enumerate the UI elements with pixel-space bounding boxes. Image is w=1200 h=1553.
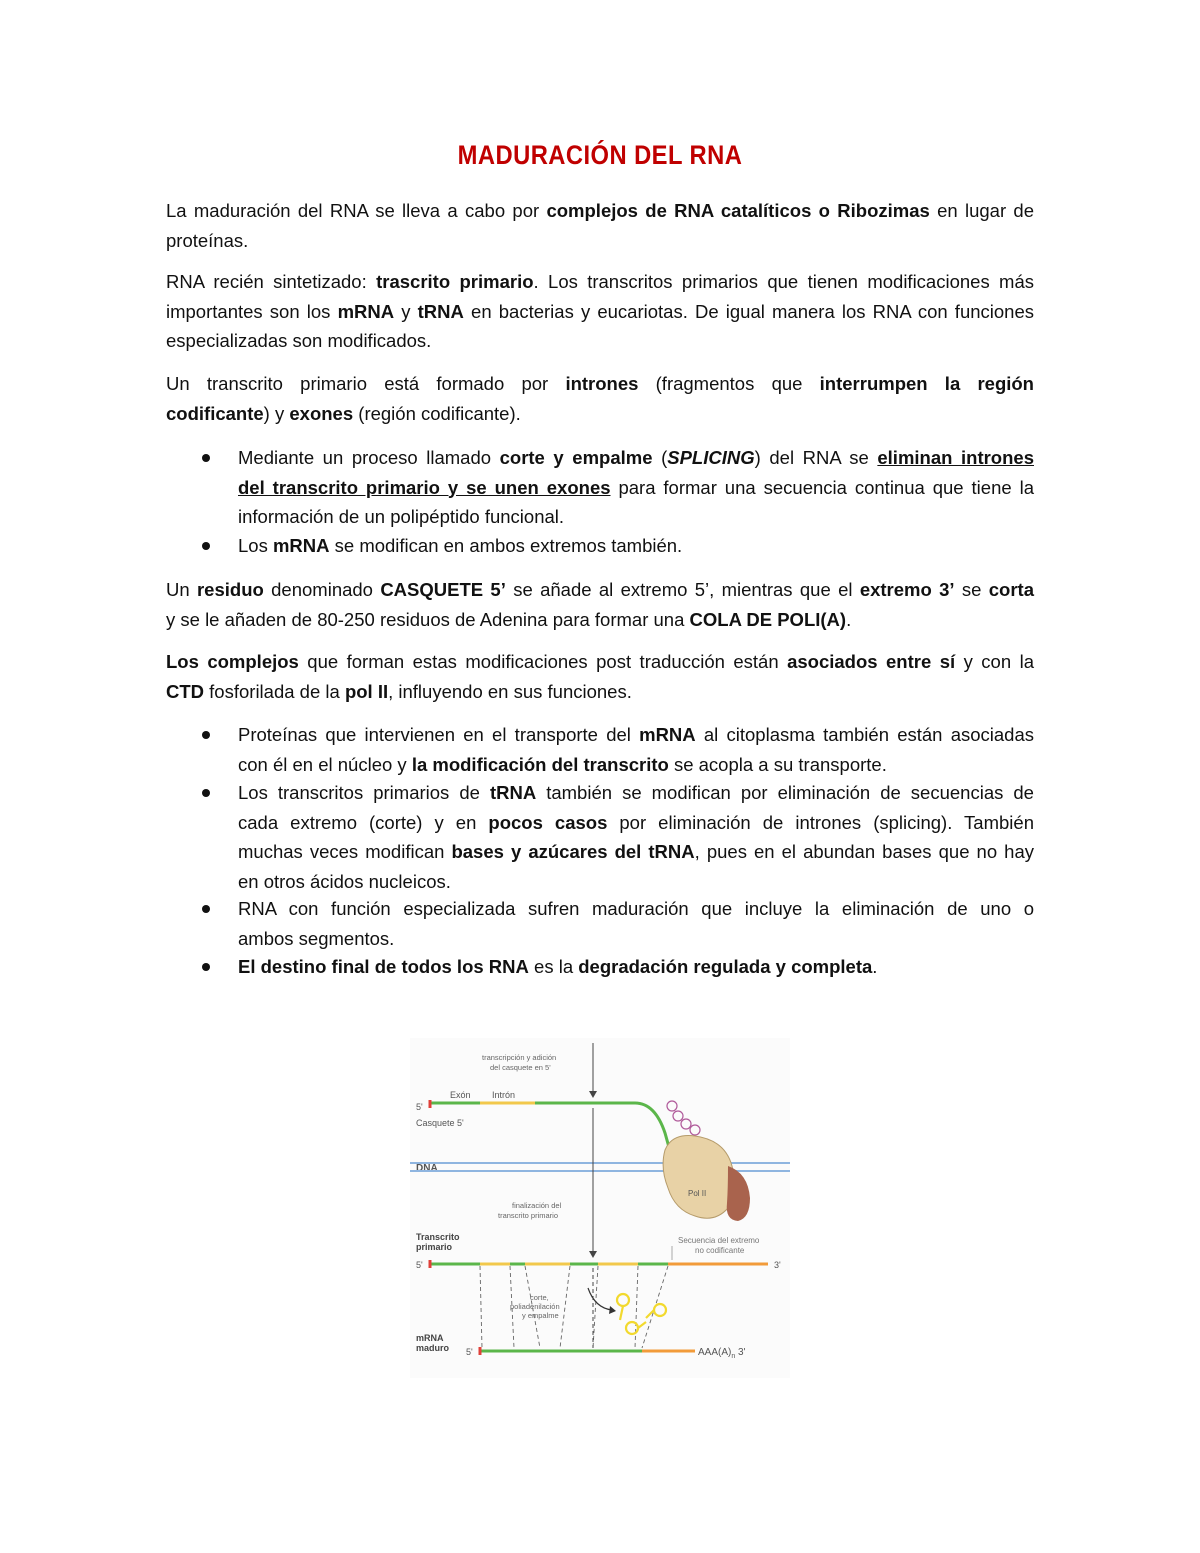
paragraph-3 bbox=[166, 369, 1034, 428]
bullet-item bbox=[238, 443, 1034, 532]
page-title: MADURACIÓN DEL RNA bbox=[457, 140, 743, 170]
bullet-line: RNA con función especializada sufren maduración que incluye la eliminación de uno o bbox=[238, 898, 1034, 919]
paragraph-3-line-2 bbox=[166, 399, 1034, 429]
paragraph-5-line-2 bbox=[166, 677, 1034, 707]
paragraph-1-line-2: proteínas. bbox=[166, 229, 249, 251]
five-prime-label: 5' bbox=[466, 1347, 473, 1357]
paragraph-2 bbox=[166, 267, 1034, 356]
text-span: Los bbox=[238, 535, 273, 556]
text-span: se bbox=[954, 579, 989, 600]
underlined-term: eliminan intrones bbox=[877, 447, 1034, 468]
text-span: es la bbox=[528, 956, 579, 977]
text-span: . Los transcritos primarios que tienen modificaciones más bbox=[533, 271, 1035, 292]
text-span: Los transcritos primarios de bbox=[238, 782, 490, 803]
text-span: fosforilada de la bbox=[204, 680, 345, 702]
bold-term: tRNA bbox=[417, 300, 464, 322]
paragraph-5 bbox=[166, 647, 1034, 706]
text-span: denominado bbox=[263, 579, 381, 600]
bold-term: tRNA bbox=[489, 782, 537, 803]
bullet-icon bbox=[202, 963, 210, 971]
text-span: para formar una secuencia continua que tiene la bbox=[610, 476, 1034, 498]
bold-term: trascrito primario bbox=[376, 271, 534, 292]
bold-term: mRNA bbox=[337, 300, 395, 322]
text-span: Proteínas que intervienen en el transporte del bbox=[238, 724, 640, 745]
bullet-icon bbox=[202, 905, 210, 913]
dna-label: DNA bbox=[416, 1163, 438, 1174]
text-span: (fragmentos que bbox=[638, 373, 820, 394]
bold-term: residuo bbox=[196, 579, 264, 600]
corte-label-line-1: corte, bbox=[530, 1293, 549, 1302]
bold-term: la modificación del transcrito bbox=[411, 753, 669, 775]
bold-term: extremo 3’ bbox=[859, 579, 955, 600]
final-label-line-2: transcrito primario bbox=[498, 1211, 559, 1220]
text-span: se añade al extremo 5’, mientras que el bbox=[505, 579, 860, 600]
text-span: , influyendo en sus funciones. bbox=[388, 680, 632, 702]
text-span: por eliminación de intrones (splicing). También bbox=[607, 811, 1034, 833]
bold-term: asociados entre sí bbox=[787, 651, 956, 672]
polya-three-prime: 3' bbox=[735, 1347, 746, 1358]
text-span: ( bbox=[652, 447, 668, 468]
paragraph-4-line-1 bbox=[166, 575, 1034, 605]
bold-term: bases y azúcares del tRNA bbox=[451, 841, 695, 862]
paragraph-3-line-1 bbox=[166, 369, 1034, 399]
rna-maturation-figure bbox=[410, 1038, 790, 1378]
bullet-line bbox=[238, 778, 1034, 808]
casquete-label: Casquete 5' bbox=[416, 1118, 464, 1128]
bold-term: CASQUETE 5’ bbox=[380, 579, 506, 600]
text-span: se modifican en ambos extremos también. bbox=[329, 535, 683, 556]
text-span: y con la bbox=[955, 651, 1034, 672]
top-label-line-2: del casquete en 5' bbox=[490, 1063, 551, 1072]
text-span: RNA recién sintetizado: bbox=[166, 271, 377, 292]
intron-label: Intrón bbox=[492, 1090, 516, 1100]
corte-label-line-3: y empalme bbox=[522, 1311, 559, 1320]
text-span: . bbox=[846, 608, 852, 630]
bullet-icon bbox=[202, 789, 210, 797]
bullet-line bbox=[238, 443, 1034, 473]
paragraph-1 bbox=[166, 196, 1034, 255]
paragraph-4 bbox=[166, 575, 1034, 634]
bullet-item bbox=[238, 778, 1034, 896]
text-span: (región codificante). bbox=[353, 402, 521, 424]
bullet-item bbox=[238, 531, 1034, 561]
mrna-label-line-1: mRNA bbox=[416, 1333, 444, 1343]
secuencia-label-line-1: Secuencia del extremo bbox=[678, 1236, 760, 1245]
bold-term: interrumpen la región bbox=[819, 373, 1034, 394]
bold-term: complejos de RNA catalíticos o Ribozimas bbox=[546, 200, 930, 221]
bullet-icon bbox=[202, 731, 210, 739]
bold-term: mRNA bbox=[639, 724, 696, 745]
bold-term: Los complejos bbox=[166, 651, 299, 672]
three-prime-label: 3' bbox=[774, 1260, 781, 1270]
bullet-icon bbox=[202, 542, 210, 550]
paragraph-2-line-2 bbox=[166, 297, 1034, 327]
text-span: con él en el núcleo y bbox=[238, 753, 412, 775]
bullet-line: ambos segmentos. bbox=[238, 927, 395, 949]
bullet-line bbox=[238, 720, 1034, 750]
bullet-line bbox=[238, 750, 1034, 780]
mrna-label-line-2: maduro bbox=[416, 1343, 450, 1353]
underlined-term: del transcrito primario y se unen exones bbox=[238, 476, 611, 498]
paragraph-4-line-2 bbox=[166, 605, 1034, 635]
text-span: al citoplasma también están asociadas bbox=[695, 724, 1034, 745]
paragraph-2-line-1 bbox=[166, 267, 1034, 297]
bold-term: pol II bbox=[344, 680, 389, 702]
bullet-line: información de un polipéptido funcional. bbox=[238, 506, 565, 527]
text-span: y bbox=[394, 300, 418, 322]
text-span: que forman estas modificaciones post traducción están bbox=[298, 651, 788, 672]
bullet-line: en otros ácidos nucleicos. bbox=[238, 870, 451, 892]
bullet-item bbox=[238, 720, 1034, 779]
text-span: Un bbox=[166, 579, 197, 600]
text-span: Mediante un proceso llamado bbox=[238, 447, 500, 468]
text-span: también se modifican por eliminación de secuencias de bbox=[536, 782, 1034, 803]
bold-term: intrones bbox=[565, 373, 639, 394]
bullet-line bbox=[238, 952, 1034, 982]
bold-term: El destino final de todos los RNA bbox=[238, 956, 529, 977]
paragraph-5-line-1 bbox=[166, 647, 1034, 677]
bold-term: degradación regulada y completa bbox=[578, 956, 873, 977]
bold-term: exones bbox=[289, 402, 354, 424]
text-span: La maduración del RNA se lleva a cabo por bbox=[166, 200, 547, 221]
text-span: ) y bbox=[263, 402, 290, 424]
exon-label: Exón bbox=[450, 1090, 471, 1100]
bullet-line bbox=[238, 531, 1034, 561]
paragraph-2-line-3: especializadas son modificados. bbox=[166, 330, 432, 351]
text-span: ) del RNA se bbox=[754, 447, 878, 468]
text-span: cada extremo (corte) y en bbox=[238, 811, 489, 833]
text-span: en lugar de bbox=[929, 200, 1035, 221]
five-prime-label: 5' bbox=[416, 1102, 423, 1112]
bullet-item bbox=[238, 952, 1034, 982]
five-prime-label: 5' bbox=[416, 1260, 423, 1270]
bold-term: CTD bbox=[166, 680, 205, 702]
corte-label-line-2: poliadenilación bbox=[510, 1302, 560, 1311]
text-span: importantes son los bbox=[166, 300, 338, 322]
bold-term: corte y empalme bbox=[499, 447, 653, 468]
text-span: y se le añaden de 80-250 residuos de Adenina para formar una bbox=[166, 608, 690, 630]
text-span: Un transcrito primario está formado por bbox=[166, 373, 566, 394]
bold-term: pocos casos bbox=[488, 811, 608, 833]
secuencia-label-line-2: no codificante bbox=[695, 1246, 745, 1255]
bullet-item bbox=[238, 894, 1034, 953]
top-label-line-1: transcripción y adición bbox=[482, 1053, 557, 1062]
pol2-label: Pol II bbox=[688, 1189, 707, 1198]
text-span: en bacterias y eucariotas. De igual manera los RNA con funciones bbox=[463, 300, 1034, 322]
bullet-line bbox=[238, 473, 1034, 503]
transcrito-label-line-2: primario bbox=[416, 1242, 453, 1252]
final-label-line-1: finalización del bbox=[512, 1201, 562, 1210]
bold-term: COLA DE POLI(A) bbox=[689, 608, 847, 630]
transcrito-label-line-1: Transcrito bbox=[416, 1232, 460, 1242]
bold-term: corta bbox=[988, 579, 1035, 600]
text-span: muchas veces modifican bbox=[238, 841, 452, 862]
text-span: , pues en el abundan bases que no hay bbox=[694, 841, 1035, 862]
bold-term: mRNA bbox=[272, 535, 330, 556]
bold-italic-term: SPLICING bbox=[667, 447, 755, 468]
paragraph-1-line-1 bbox=[166, 196, 1034, 226]
bullet-line bbox=[238, 808, 1034, 838]
polya-text: AAA(A) bbox=[698, 1347, 732, 1358]
bullet-icon bbox=[202, 454, 210, 462]
text-span: se acopla a su transporte. bbox=[668, 753, 887, 775]
bold-term: codificante bbox=[166, 402, 264, 424]
text-span: . bbox=[872, 956, 878, 977]
polya-subscript: n bbox=[731, 1353, 736, 1360]
bullet-line bbox=[238, 837, 1034, 867]
